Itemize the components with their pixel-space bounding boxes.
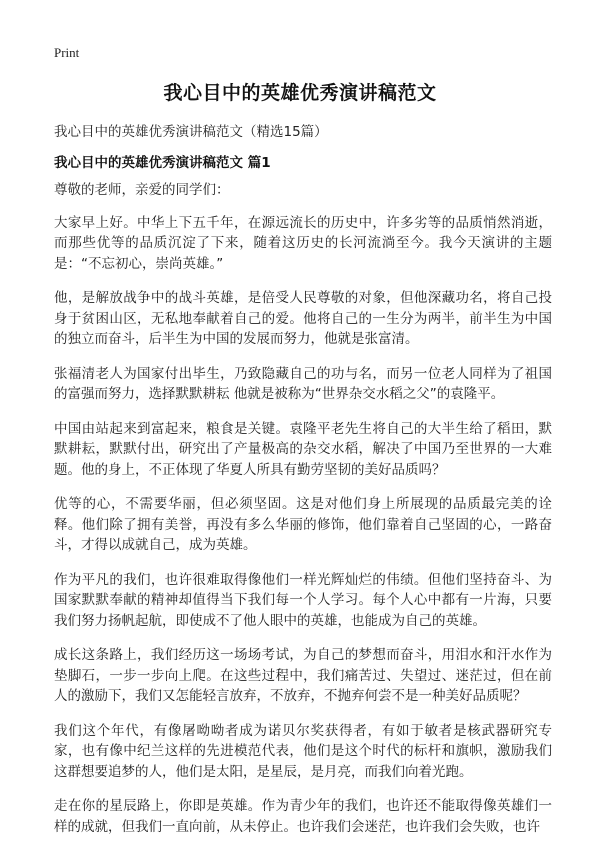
paragraph-1: 大家早上好。中华上下五千年，在源远流长的历史中，许多劣等的品质悄然消逝，而那些优等的品质沉淀了下来，随着这历史的长河流淌至今。我今天演讲的主题是：“不忘初心，崇尚英雄。”	[54, 214, 552, 272]
paragraph-5: 优等的心，不需要华丽，但必须坚固。这是对他们身上所展现的品质最完美的诠释。他们除了拥有美誉，再没有多么华丽的修饰，他们靠着自己坚固的心，一路奋斗，才得以成就自己，成为英雄。	[54, 496, 552, 553]
paragraph-2: 他，是解放战争中的战斗英雄，是倍受人民尊敬的对象，但他深藏功名，将自己投身于贫困山区，无私地奉献着自己的爱。他将自己的一生分为两半，前半生为中国的独立而奋斗，后半生为中国的发展而努力，他就是张富清。	[54, 290, 552, 347]
paragraph-8: 我们这个年代，有像屠呦呦者成为诺贝尔奖获得者，有如于敏者是核武器研究专家，也有像中纪兰这样的先进模范代表，他们是这个时代的标杆和旗帜，激励我们这群想要追梦的人，他们是太阳，是星辰，是月亮，而我们向着光跑。	[54, 722, 552, 780]
document-body	[54, 180, 552, 851]
paragraph-4: 中国由站起来到富起来，粮食是关键。袁隆平老先生将自己的大半生给了稻田，默默耕耘，默默付出，研究出了产量极高的杂交水稻，解决了中国乃至世界的一大难题。他的身上，不正体现了华夏人所具有勤劳坚韧的美好品质吗？	[54, 420, 552, 478]
page-title: 我心目中的英雄优秀演讲稿范文	[163, 82, 437, 104]
greeting: 尊敬的老师，亲爱的同学们：	[54, 182, 230, 198]
section-heading: 我心目中的英雄优秀演讲稿范文 篇1	[54, 155, 271, 171]
paragraph-3: 张福清老人为国家付出毕生，乃致隐藏自己的功与名，而另一位老人同样为了祖国的富强而努力，选择默默耕耘 他就是被称为“世界杂交水稻之父”的袁隆平。	[54, 365, 552, 402]
print-link[interactable]: Print	[54, 45, 80, 60]
paragraph-7: 成长这条路上，我们经历这一场场考试，为自己的梦想而奋斗，用泪水和汗水作为垫脚石，一步一步向上爬。在这些过程中，我们痛苦过、失望过、迷茫过，但在前人的激励下，我们又怎能轻言放弃，不放弃，不抛弃何尝不是一种美好品质呢？	[54, 647, 552, 704]
document-subtitle: 我心目中的英雄优秀演讲稿范文（精选15篇）	[54, 124, 328, 140]
paragraph-9: 走在你的星辰路上，你即是英雄。作为青少年的我们，也许还不能取得像英雄们一样的成就，但我们一直向前，从未停止。也许我们会迷茫，也许我们会失败，也许	[54, 798, 552, 835]
paragraph-6: 作为平凡的我们，也许很难取得像他们一样光辉灿烂的伟绩。但他们坚持奋斗、为国家默默奉献的精神却值得当下我们每一个人学习。每个人心中都有一片海，只要我们努力扬帆起航，即使成不了他人眼中的英雄，也能成为自己的英雄。	[54, 571, 552, 629]
